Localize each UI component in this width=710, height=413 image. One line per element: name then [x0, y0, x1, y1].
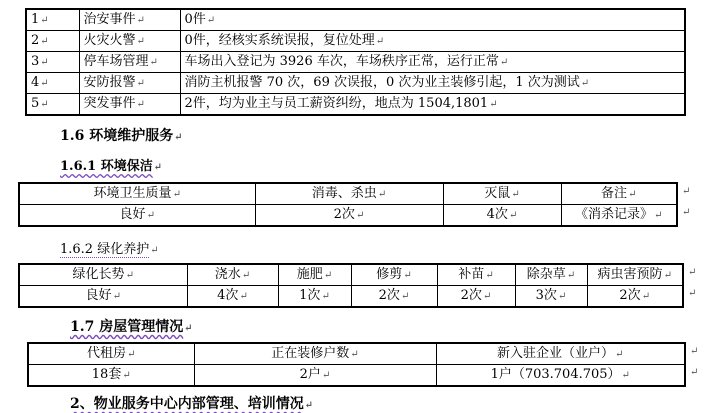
- row-end-mark: ↵: [682, 207, 691, 218]
- header-cell: 病虫害预防↵: [587, 264, 683, 286]
- data-cell: 1次↵: [278, 286, 351, 308]
- header-cell: 除杂草↵: [515, 264, 587, 286]
- header-cell: 正在装修户数↵: [194, 343, 436, 365]
- table-header-row: [19, 264, 683, 286]
- data-cell: 《消杀记录》↵: [561, 205, 677, 227]
- data-cell: 2次↵: [351, 286, 437, 308]
- row-number: 4↵: [26, 73, 79, 94]
- data-cell: 3次↵: [515, 286, 587, 308]
- header-cell: 新入驻企业（业户）↵: [436, 343, 685, 365]
- cleaning-table: [18, 182, 678, 227]
- data-cell: 2次↵: [255, 205, 443, 227]
- event-detail: 0件↵: [180, 9, 685, 31]
- table-row: [28, 365, 685, 387]
- data-cell: 1户（703.704.705）↵: [436, 365, 685, 387]
- header-cell: 备注↵: [561, 183, 677, 205]
- table-header-row: [28, 343, 685, 365]
- event-type: 治安事件↵: [79, 9, 180, 31]
- header-cell: 环境卫生质量↵: [19, 183, 255, 205]
- section-heading-1-6-1: 1.6.1 环境保洁↵: [60, 159, 163, 174]
- event-type: 安防报警↵: [79, 73, 180, 94]
- table-row: [19, 205, 677, 227]
- row-number: 3↵: [26, 52, 79, 73]
- data-cell: 4次↵: [443, 205, 561, 227]
- row-number: 1↵: [26, 9, 79, 31]
- event-type: 停车场管理↵: [79, 52, 180, 73]
- data-cell: 2户↵: [194, 365, 436, 387]
- row-end-mark: ↵: [690, 367, 699, 378]
- table-row: [19, 286, 683, 308]
- row-number: 2↵: [26, 31, 79, 52]
- data-cell: 2次↵: [437, 286, 515, 308]
- table-row: [26, 52, 685, 73]
- event-type: 突发事件↵: [79, 94, 180, 116]
- header-cell: 补苗↵: [437, 264, 515, 286]
- event-detail: 2件，均为业主与员工薪资纠纷，地点为 1504,1801↵: [180, 94, 685, 116]
- event-type: 火灾火警↵: [79, 31, 180, 52]
- section-heading-1-6: 1.6 环境维护服务↵: [60, 128, 183, 144]
- table-row: [26, 94, 685, 116]
- data-cell: 良好↵: [19, 286, 187, 308]
- header-cell: 代租房↵: [28, 343, 194, 365]
- row-end-mark: ↵: [682, 186, 691, 197]
- row-end-mark: ↵: [688, 288, 697, 299]
- header-cell: 浇水↵: [187, 264, 278, 286]
- security-events-table: [25, 8, 686, 116]
- event-detail: 车场出入登记为 3926 车次，车场秩序正常，运行正常↵: [180, 52, 685, 73]
- table-row: [26, 9, 685, 31]
- data-cell: 18套↵: [28, 365, 194, 387]
- row-end-mark: ↵: [688, 267, 697, 278]
- data-cell: 良好↵: [19, 205, 255, 227]
- table-header-row: [19, 183, 677, 205]
- housing-table: [27, 342, 686, 387]
- event-detail: 消防主机报警 70 次，69 次误报，0 次为业主装修引起，1 次为测试↵: [180, 73, 685, 94]
- data-cell: 2次↵: [587, 286, 683, 308]
- data-cell: 4次↵: [187, 286, 278, 308]
- event-detail: 0件，经核实系统误报，复位处理↵: [180, 31, 685, 52]
- row-number: 5↵: [26, 94, 79, 116]
- header-cell: 灭鼠↵: [443, 183, 561, 205]
- header-cell: 绿化长势↵: [19, 264, 187, 286]
- section-heading-2: 2、物业服务中心内部管理、培训情况↵: [70, 396, 314, 412]
- header-cell: 施肥↵: [278, 264, 351, 286]
- header-cell: 修剪↵: [351, 264, 437, 286]
- section-heading-1-7: 1.7 房屋管理情况↵: [70, 319, 193, 335]
- header-cell: 消毒、杀虫↵: [255, 183, 443, 205]
- section-heading-1-6-2: 1.6.2 绿化养护↵: [60, 242, 159, 257]
- table-row: [26, 73, 685, 94]
- table-row: [26, 31, 685, 52]
- row-end-mark: ↵: [690, 346, 699, 357]
- greening-table: [18, 263, 684, 308]
